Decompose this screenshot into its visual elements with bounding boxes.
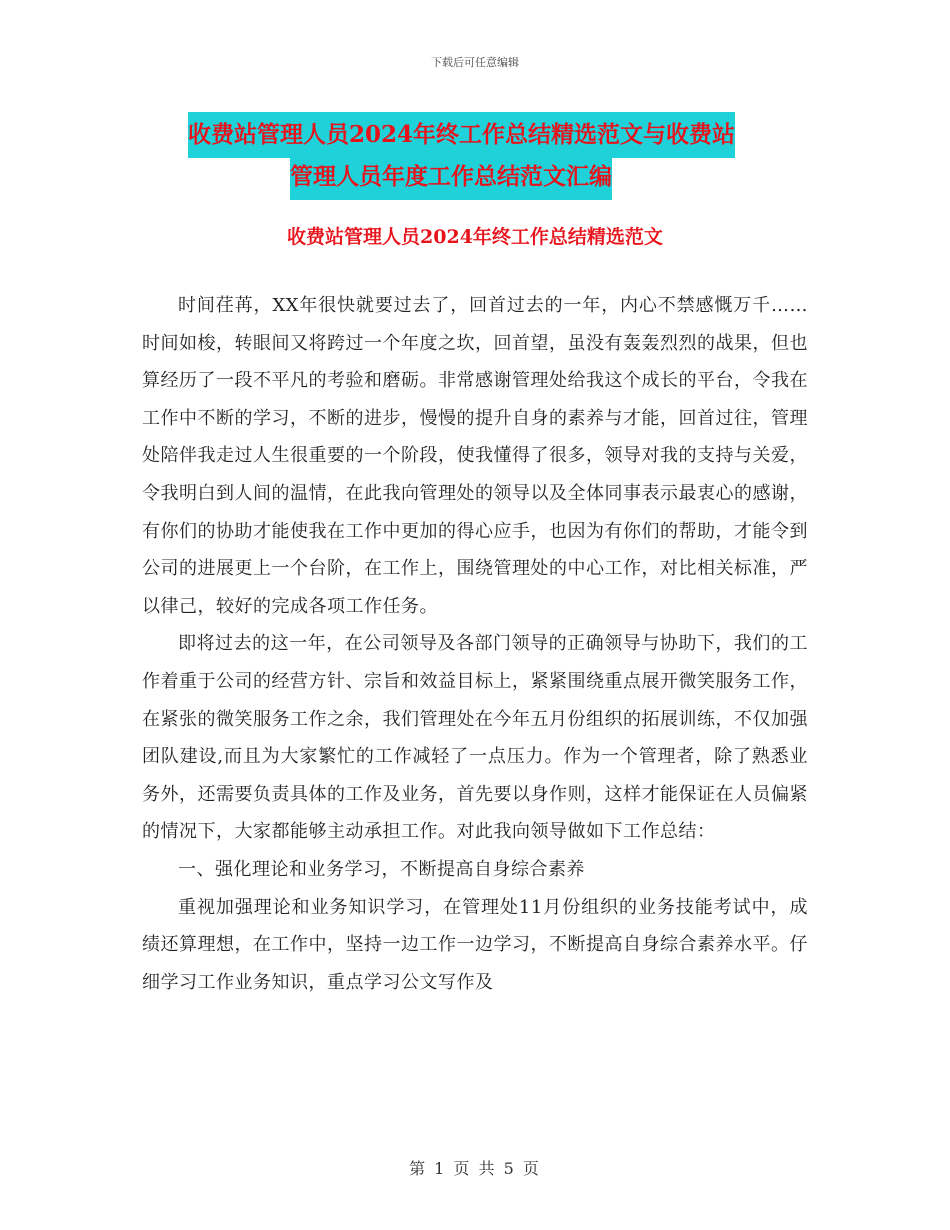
paragraph: 重视加强理论和业务知识学习，在管理处11月份组织的业务技能考试中，成绩还算理想，在工作中，坚持一边工作一边学习，不断提高自身综合素养水平。仔细学习工作业务知识，重点学习公文写作及 (142, 896, 808, 993)
document-body (142, 287, 808, 1001)
page-number-footer: 第 1 页 共 5 页 (409, 1159, 541, 1178)
section-title: 收费站管理人员2024年终工作总结精选范文 (287, 226, 663, 248)
document-title-line-1: 收费站管理人员2024年终工作总结精选范文与收费站 (188, 112, 735, 158)
page-header-note: 下载后可任意编辑 (431, 56, 519, 69)
document-title-line-2: 管理人员年度工作总结范文汇编 (290, 154, 612, 200)
paragraph: 一、强化理论和业务学习，不断提高自身综合素养 (178, 858, 585, 880)
paragraph: 时间荏苒，XX年很快就要过去了，回首过去的一年，内心不禁感慨万千……时间如梭，转眼间又将跨过一个年度之坎，回首望，虽没有轰轰烈烈的战果，但也算经历了一段不平凡的考验和磨砺。非常感谢管理处给我这个成长的平台，令我在工作中不断的学习，不断的进步，慢慢的提升自身的素养与才能，回首过往，管理处陪伴我走过人生很重要的一个阶段，使我懂得了很多，领导对我的支持与关爱，令我明白到人间的温情，在此我向管理处的领导以及全体同事表示最衷心的感谢，有你们的协助才能使我在工作中更加的得心应手，也因为有你们的帮助，才能令到公司的进展更上一个台阶，在工作上，围绕管理处的中心工作，对比相关标准，严以律己，较好的完成各项工作任务。 (142, 295, 808, 617)
paragraph: 即将过去的这一年，在公司领导及各部门领导的正确领导与协助下，我们的工作着重于公司的经营方针、宗旨和效益目标上，紧紧围绕重点展开微笑服务工作，在紧张的微笑服务工作之余，我们管理处在今年五月份组织的拓展训练，不仅加强团队建设,而且为大家繁忙的工作减轻了一点压力。作为一个管理者，除了熟悉业务外，还需要负责具体的工作及业务，首先要以身作则，这样才能保证在人员偏紧的情况下，大家都能够主动承担工作。对此我向领导做如下工作总结： (142, 633, 808, 843)
